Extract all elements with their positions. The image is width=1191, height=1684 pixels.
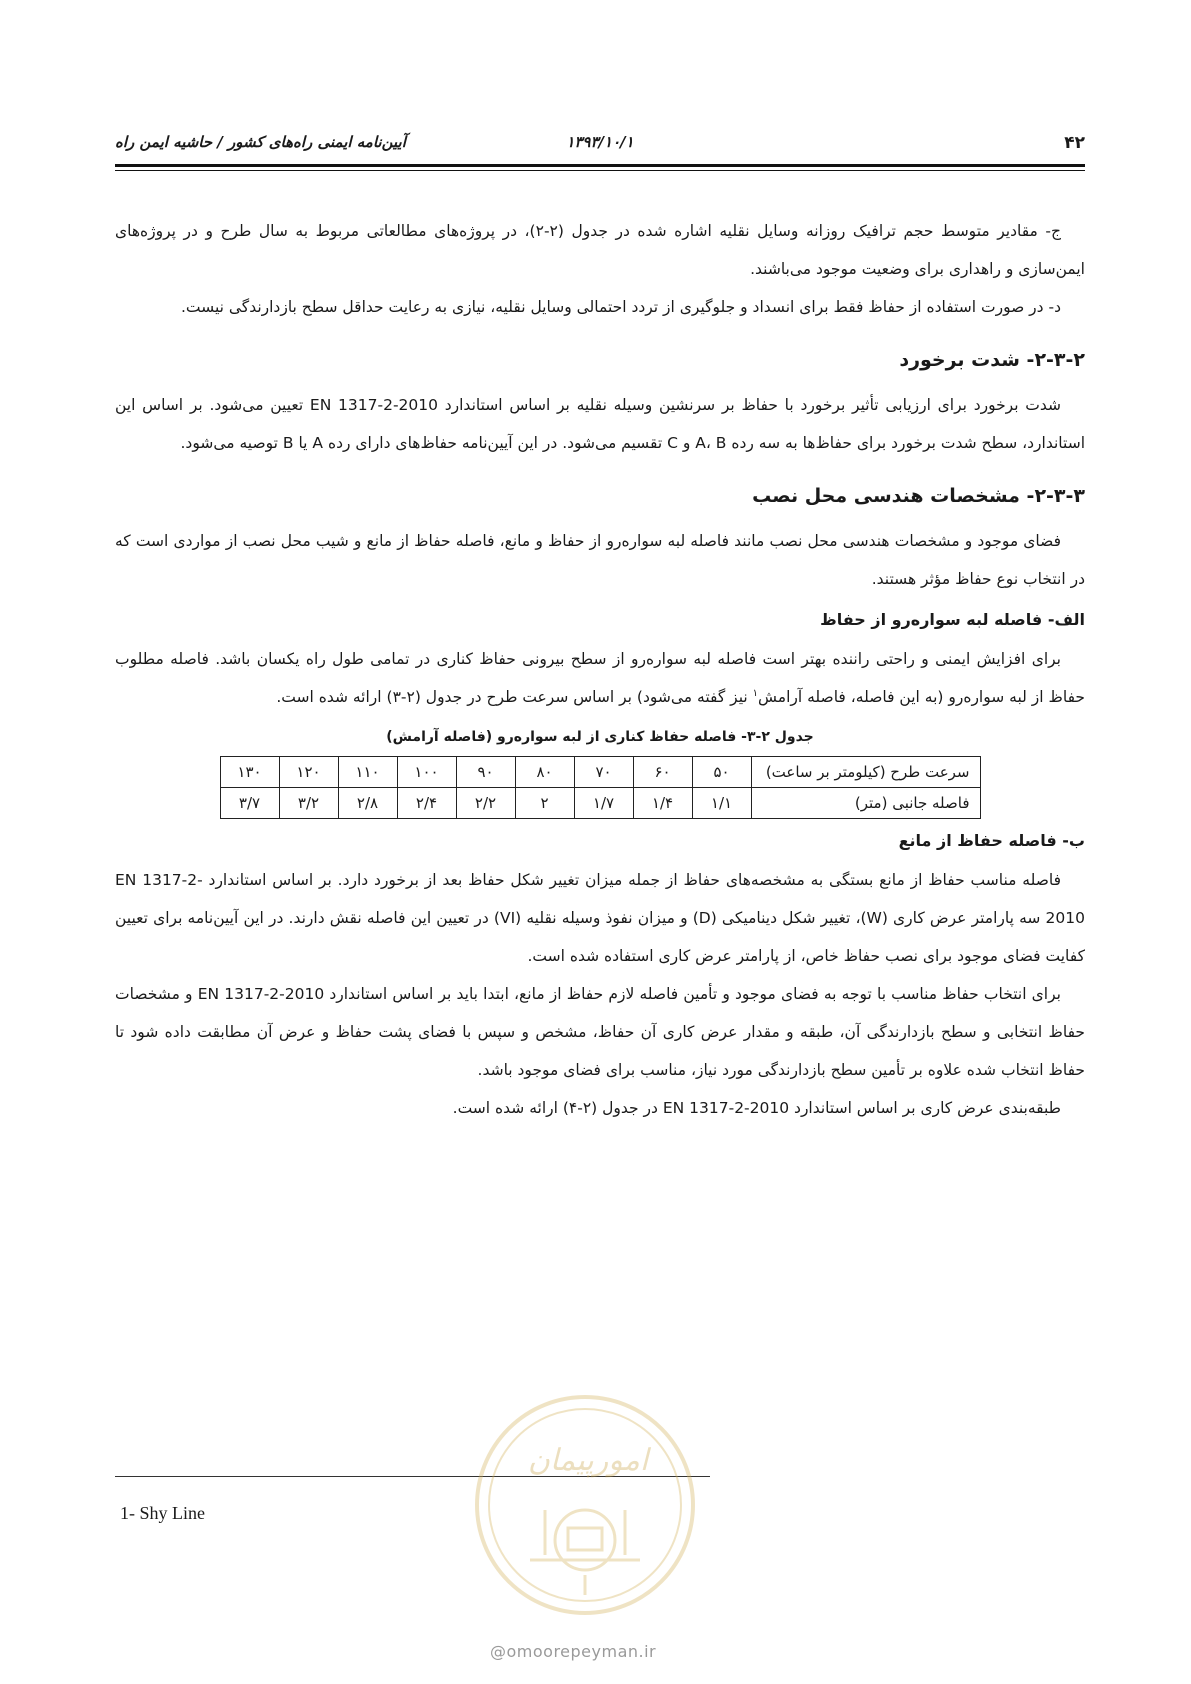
table-cell: ۹۰ [456,757,515,788]
subheading-alef: الف- فاصله لبه سواره‌رو از حفاظ [820,610,1085,629]
watermark-site-text: @omoorepeyman.ir [490,1642,657,1661]
header-rule-thick [115,164,1085,167]
table-cell: ۳/۷ [220,788,279,819]
watermark-seal-icon [470,1390,700,1620]
section-heading-impact-severity: ۲-۳-۲- شدت برخورد [899,349,1085,371]
paragraph-alef-part2: نیز گفته می‌شود) بر اساس سرعت طرح در جدول (۲-۳) ارائه شده است. [276,688,753,706]
paragraph-alef-part1: برای افزایش ایمنی و راحتی راننده بهتر است فاصله لبه سواره‌رو از سطح بیرونی حفاظ کناری در تمامی طول راه یکسان باشد. فاصله مطلوب حفاظ از لبه سواره‌رو (به این فاصله، فاصله آرامش [115,650,1085,706]
paragraph-impact-severity: شدت برخورد برای ارزیابی تأثیر برخورد با حفاظ بر سرنشین وسیله نقلیه بر اساس استاندارد EN 1317-2-2010 تعیین می‌شود. بر اساس این استاندارد، سطح شدت برخورد برای حفاظ‌ها به سه رده A، B و C تقسیم می‌شود. در این آیین‌نامه حفاظ‌های دارای رده A یا B توصیه می‌شود. [115,396,1085,452]
footnote: 1- Shy Line [120,1503,205,1523]
paragraph-be-3: طبقه‌بندی عرض کاری بر اساس استاندارد EN 1317-2-2010 در جدول (۲-۴) ارائه شده است. [452,1099,1061,1117]
table-cell: ۱/۷ [574,788,633,819]
table-cell: ۲/۲ [456,788,515,819]
page-header [115,125,1085,165]
table-cell: ۳/۲ [279,788,338,819]
section-heading-geometry: ۲-۳-۳- مشخصات هندسی محل نصب [752,485,1085,507]
paragraph-alef [115,640,1085,716]
page-number: ۴۲ [1064,133,1085,153]
table-cell: ۷۰ [574,757,633,788]
header-title: آیین‌نامه ایمنی راه‌های کشور / حاشیه ایمن راه [115,133,406,151]
footnote-ref: ۱ [752,687,758,699]
table-row [220,757,980,788]
table-cell: ۸۰ [515,757,574,788]
header-rule-thin [115,170,1085,171]
svg-text:امورپیمان: امورپیمان [527,1443,649,1478]
shy-distance-table [220,756,981,819]
table-caption: جدول ۲-۳- فاصله حفاظ کناری از لبه سواره‌رو (فاصله آرامش) [386,729,814,745]
header-date: ۱۳۹۳/۱۰/۱ [566,133,634,151]
table-cell: ۱۰۰ [397,757,456,788]
table-cell: ۲/۴ [397,788,456,819]
subheading-be: ب- فاصله حفاظ از مانع [898,831,1085,850]
row-label-distance: فاصله جانبی (متر) [751,788,980,819]
table-cell: ۶۰ [633,757,692,788]
paragraph-d: د- در صورت استفاده از حفاظ فقط برای انسداد و جلوگیری از تردد احتمالی وسایل نقلیه، نیازی به رعایت حداقل سطح بازدارندگی نیست. [181,298,1061,316]
table-cell: ۱/۴ [633,788,692,819]
table-cell: ۱۲۰ [279,757,338,788]
table-cell: ۲ [515,788,574,819]
paragraph-geometry: فضای موجود و مشخصات هندسی محل نصب مانند فاصله لبه سواره‌رو از حفاظ و مانع، فاصله حفاظ از مانع و شیب محل نصب از مواردی است که در انتخاب نوع حفاظ مؤثر هستند. [115,532,1085,588]
table-row [220,788,980,819]
paragraph-be-1: فاصله مناسب حفاظ از مانع بستگی به مشخصه‌های حفاظ از جمله میزان تغییر شکل حفاظ بعد از برخورد دارد. بر اساس استاندارد EN 1317-2-2010 سه پارامتر عرض کاری (W)، تغییر شکل دینامیکی (D) و میزان نفوذ وسیله نقلیه (VI) در تعیین این فاصله نقش دارند. در این آیین‌نامه برای تعیین کفایت فضای موجود برای نصب حفاظ خاص، از پارامتر عرض کاری استفاده شده است. [115,871,1085,965]
table-cell: ۱۱۰ [338,757,397,788]
page-body [115,212,1085,1127]
table-cell: ۵۰ [692,757,751,788]
table-cell: ۱۳۰ [220,757,279,788]
table-cell: ۲/۸ [338,788,397,819]
paragraph-be-2: برای انتخاب حفاظ مناسب با توجه به فضای موجود و تأمین فاصله لازم حفاظ از مانع، ابتدا باید بر اساس استاندارد EN 1317-2-2010 و مشخصات حفاظ انتخابی و سطح بازدارندگی آن، طبقه و مقدار عرض کاری آن حفاظ، مشخص و سپس با فضای پشت حفاظ و عرض آن مطابقت داده شود تا حفاظ انتخاب شده علاوه بر تأمین سطح بازدارندگی مورد نیاز، مناسب برای فضای موجود باشد. [115,985,1085,1079]
table-cell: ۱/۱ [692,788,751,819]
paragraph-j: ج- مقادیر متوسط حجم ترافیک روزانه وسایل نقلیه اشاره شده در جدول (۲-۲)، در پروژه‌های مطالعاتی مربوط به سال طرح و در پروژه‌های ایمن‌سازی و راهداری برای وضعیت موجود می‌باشند. [115,222,1085,278]
row-label-speed: سرعت طرح (کیلومتر بر ساعت) [751,757,980,788]
